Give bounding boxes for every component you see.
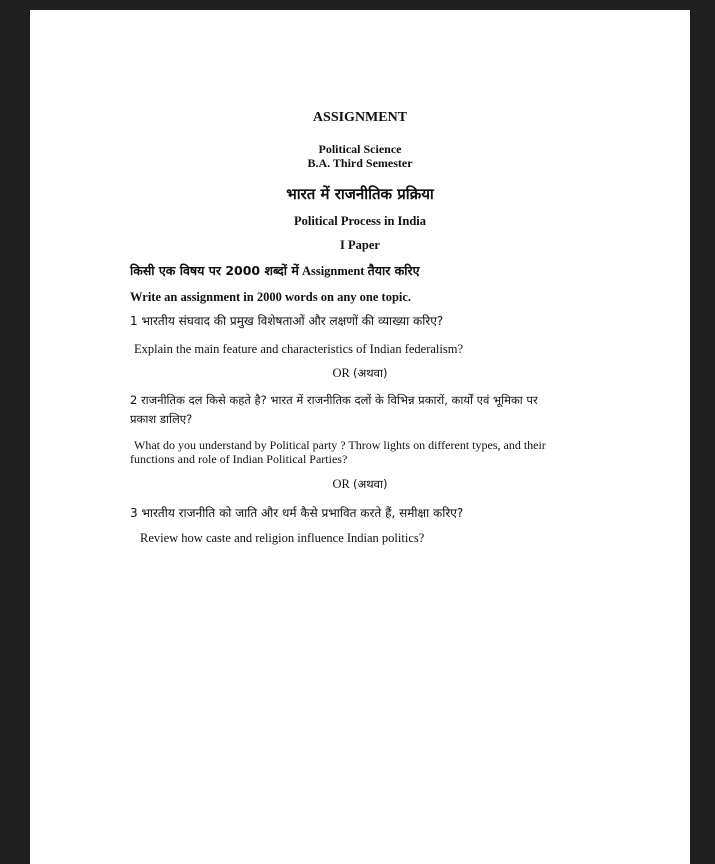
subject-line: Political Science bbox=[318, 142, 402, 156]
or-hindi: (अथवा) bbox=[353, 366, 388, 380]
paper-title-english: Political Process in India bbox=[293, 214, 427, 228]
paper-number: I Paper bbox=[340, 238, 380, 252]
question-3-hindi: 3 भारतीय राजनीति को जाति और धर्म कैसे प्रभावित करते हैं, समीक्षा करिए? bbox=[130, 506, 464, 520]
semester-line: B.A. Third Semester bbox=[307, 156, 413, 170]
question-2-hindi-line-1: 2 राजनीतिक दल किसे कहते है? भारत में राजनीतिक दलों के विभिन्न प्रकारों, कार्यों एवं भूमिका पर bbox=[130, 393, 538, 407]
or-separator-2 bbox=[30, 477, 690, 492]
or-label: OR bbox=[332, 366, 350, 380]
instruction-english: Write an assignment in 2000 words on any one topic. bbox=[130, 290, 412, 304]
question-3-english: Review how caste and religion influence Indian politics? bbox=[140, 531, 425, 545]
instruction-hindi-part2: तैयार करिए bbox=[367, 263, 420, 278]
or-separator-1 bbox=[30, 366, 690, 381]
question-1-english: Explain the main feature and characteristics of Indian federalism? bbox=[134, 342, 464, 356]
paper-title-hindi: भारत में राजनीतिक प्रक्रिया bbox=[286, 185, 434, 203]
question-2-english-line-1: What do you understand by Political party ? Throw lights on different types, and their bbox=[134, 438, 546, 452]
or-label: OR bbox=[332, 477, 350, 491]
instruction-hindi-part1: किसी एक विषय पर 2000 शब्दों में bbox=[130, 263, 299, 278]
assignment-title: ASSIGNMENT bbox=[312, 110, 408, 125]
question-2-hindi-line-2: प्रकाश डालिए? bbox=[130, 412, 193, 426]
instruction-hindi bbox=[130, 262, 420, 279]
question-2-english-line-2: functions and role of Indian Political Parties? bbox=[130, 452, 348, 466]
question-1-hindi: 1 भारतीय संघवाद की प्रमुख विशेषताओं और लक्षणों की व्याख्या करिए? bbox=[130, 314, 444, 328]
or-hindi: (अथवा) bbox=[353, 477, 388, 491]
instruction-hindi-word: Assignment bbox=[301, 264, 365, 278]
document-page bbox=[30, 10, 690, 864]
